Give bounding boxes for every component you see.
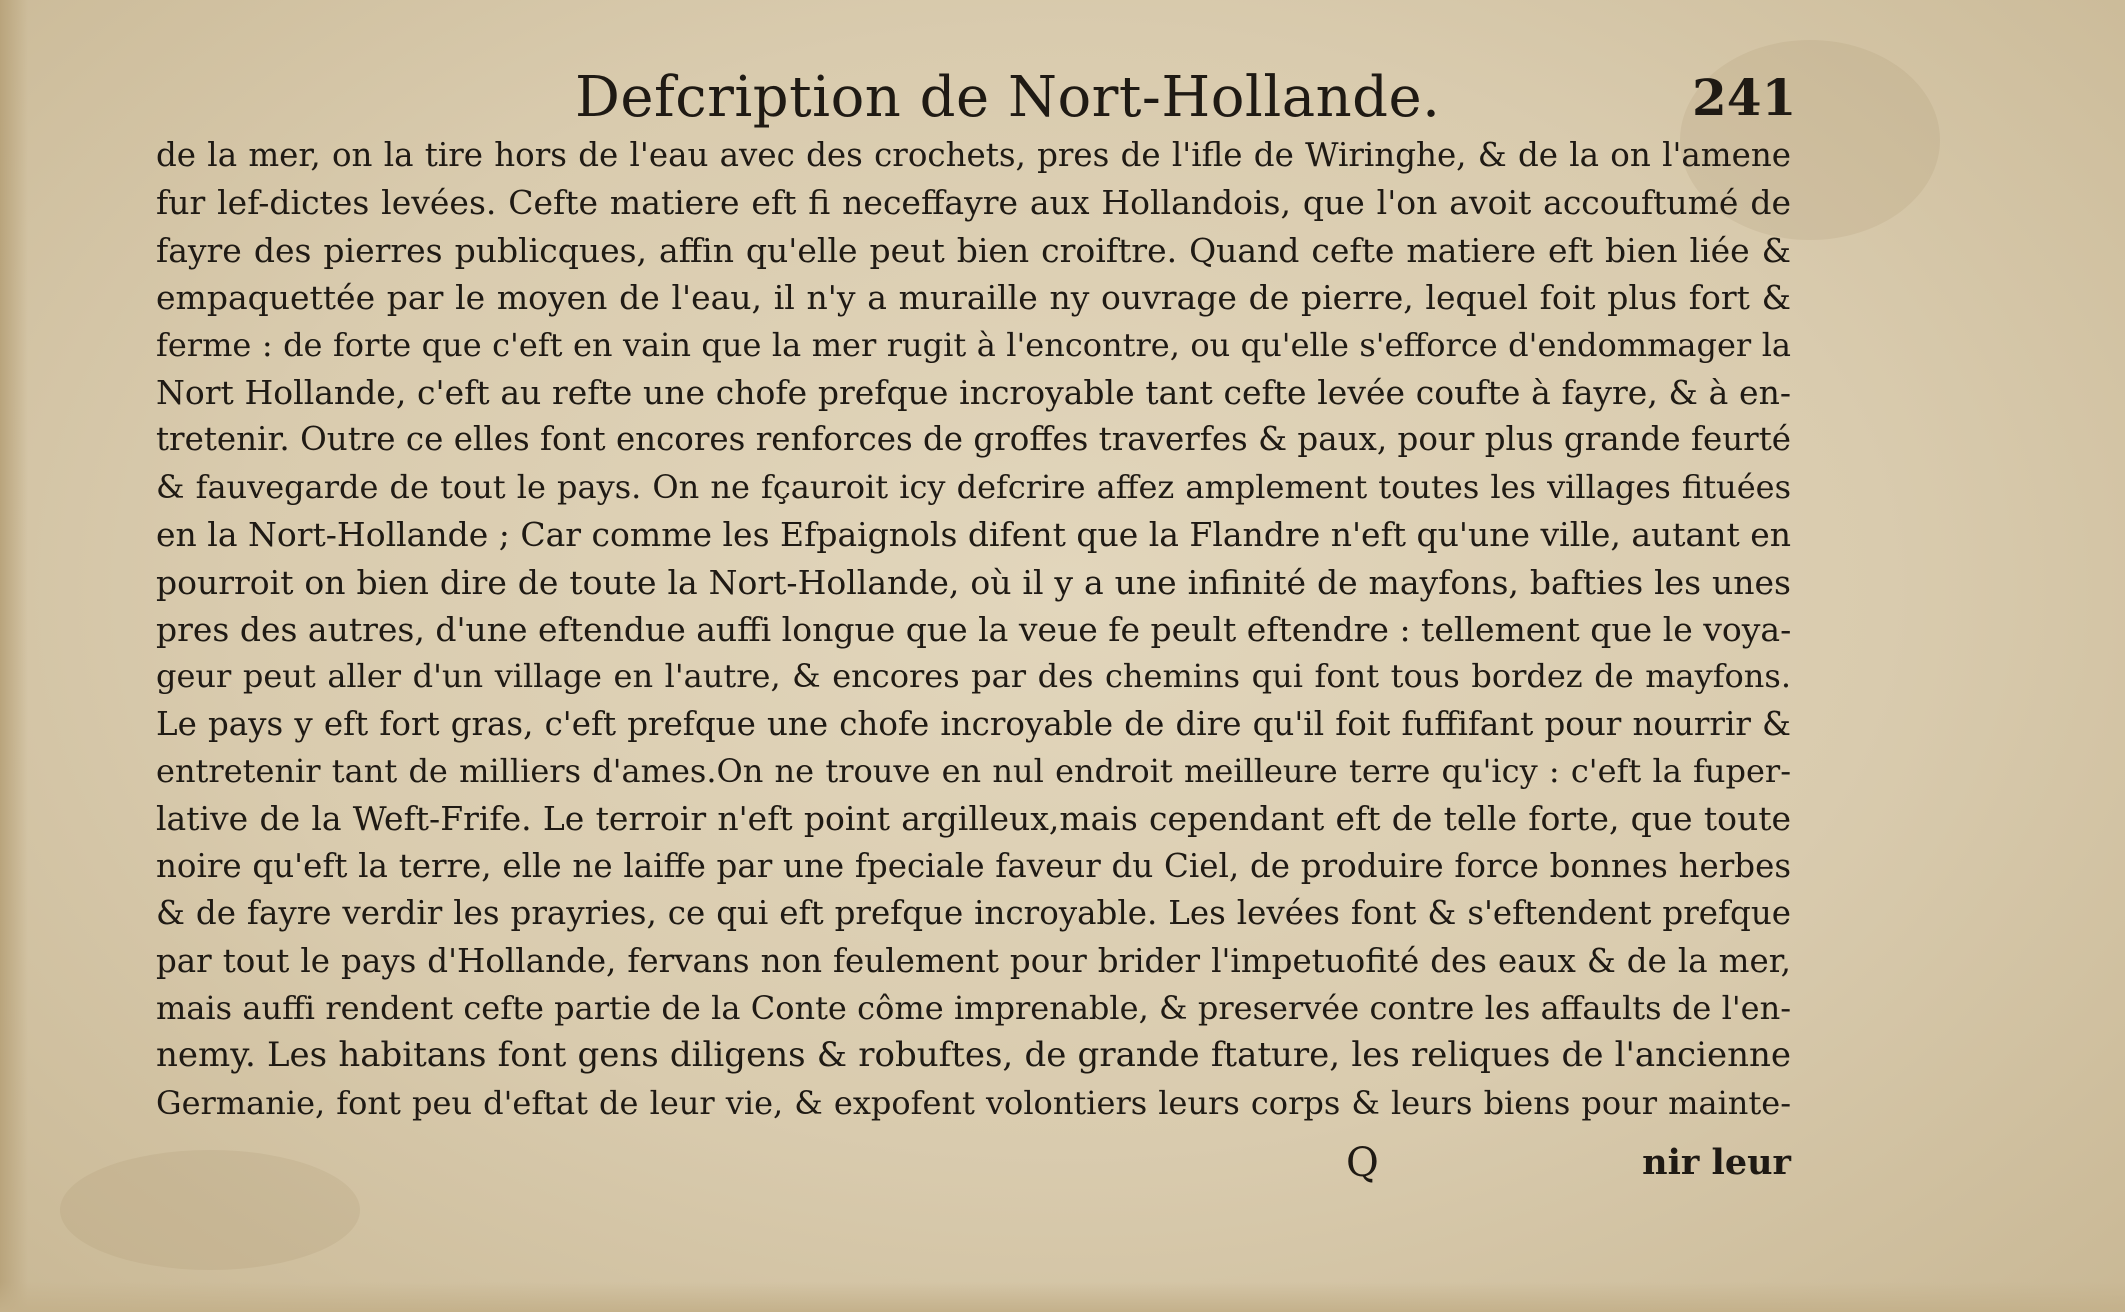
text-line: par tout le pays d'Hollande, fervans non feulement pour brider l'impetuofité des eaux & de la mer, <box>156 941 1791 980</box>
text-line: lative de la Weft-Frife. Le terroir n'eft point argilleux,mais cependant eft de telle forte, que toute <box>156 799 1791 839</box>
text-line: en la Nort-Hollande ; Car comme les Efpaignols difent que la Flandre n'eft qu'une ville, autant en <box>156 515 1791 555</box>
page-header <box>0 58 2125 138</box>
signature-mark: Q <box>1346 1140 1379 1186</box>
text-line: empaquettée par le moyen de l'eau, il n'y a muraille ny ouvrage de pierre, lequel foit plus fort & <box>156 278 1791 318</box>
text-line: tretenir. Outre ce elles font encores renforces de groffes traverfes & paux, pour plus grande feurté <box>156 420 1791 459</box>
text-line: geur peut aller d'un village en l'autre, & encores par des chemins qui font tous bordez de mayfons. <box>156 657 1791 696</box>
text-line: nemy. Les habitans font gens diligens & robuftes, de grande ftature, les reliques de l'ancienne <box>156 1035 1791 1076</box>
text-line: & de fayre verdir les prayries, ce qui eft prefque incroyable. Les levées font & s'eftendent prefque <box>156 894 1791 933</box>
running-title: Defcription de Nort-Hollande. <box>575 65 1441 130</box>
text-line: ferme : de forte que c'eft en vain que la mer rugit à l'encontre, ou qu'elle s'efforce d'endommager la <box>156 325 1791 364</box>
text-line: Germanie, font peu d'eftat de leur vie, & expofent volontiers leurs corps & leurs biens pour mainte- <box>156 1083 1791 1122</box>
text-line: mais auffi rendent cefte partie de la Conte côme imprenable, & preservée contre les affaults de l'en- <box>156 989 1791 1028</box>
text-line: Le pays y eft fort gras, c'eft prefque une chofe incroyable de dire qu'il foit fuffifant pour nourrir & <box>156 704 1791 743</box>
page-bottom-shadow <box>0 1282 2125 1312</box>
text-line: pourroit on bien dire de toute la Nort-Hollande, où il y a une infinité de mayfons, bafties les unes <box>156 562 1791 602</box>
text-line: fayre des pierres publicques, affin qu'elle peut bien croiftre. Quand cefte matiere eft bien liée & <box>156 230 1791 270</box>
catchword: nir leur <box>1642 1142 1791 1183</box>
text-line: noire qu'eft la terre, elle ne laiffe par une fpeciale faveur du Ciel, de produire force bonnes herbes <box>156 846 1791 885</box>
body-text <box>156 132 1791 1127</box>
page-edge-shadow <box>0 0 28 1312</box>
text-line: pres des autres, d'une eftendue auffi longue que la veue fe peult eftendre : tellement que le voya- <box>156 609 1792 649</box>
text-line: Nort Hollande, c'eft au refte une chofe prefque incroyable tant cefte levée coufte à fayre, & à en- <box>156 372 1791 412</box>
text-line: fur lef-dictes levées. Cefte matiere eft fi neceffayre aux Hollandois, que l'on avoit accouftumé de <box>156 183 1791 223</box>
text-line: de la mer, on la tire hors de l'eau avec des crochets, pres de l'ifle de Wiringhe, & de la on l'amene <box>156 136 1791 174</box>
text-line: entretenir tant de milliers d'ames.On ne trouve en nul endroit meilleure terre qu'icy : c'eft la fuper- <box>156 752 1791 791</box>
page-footer <box>156 1135 1791 1191</box>
text-line: & fauvegarde de tout le pays. On ne fçauroit icy defcrire affez amplement toutes les villages fituées <box>156 467 1791 506</box>
page-number: 241 <box>1692 68 1797 127</box>
